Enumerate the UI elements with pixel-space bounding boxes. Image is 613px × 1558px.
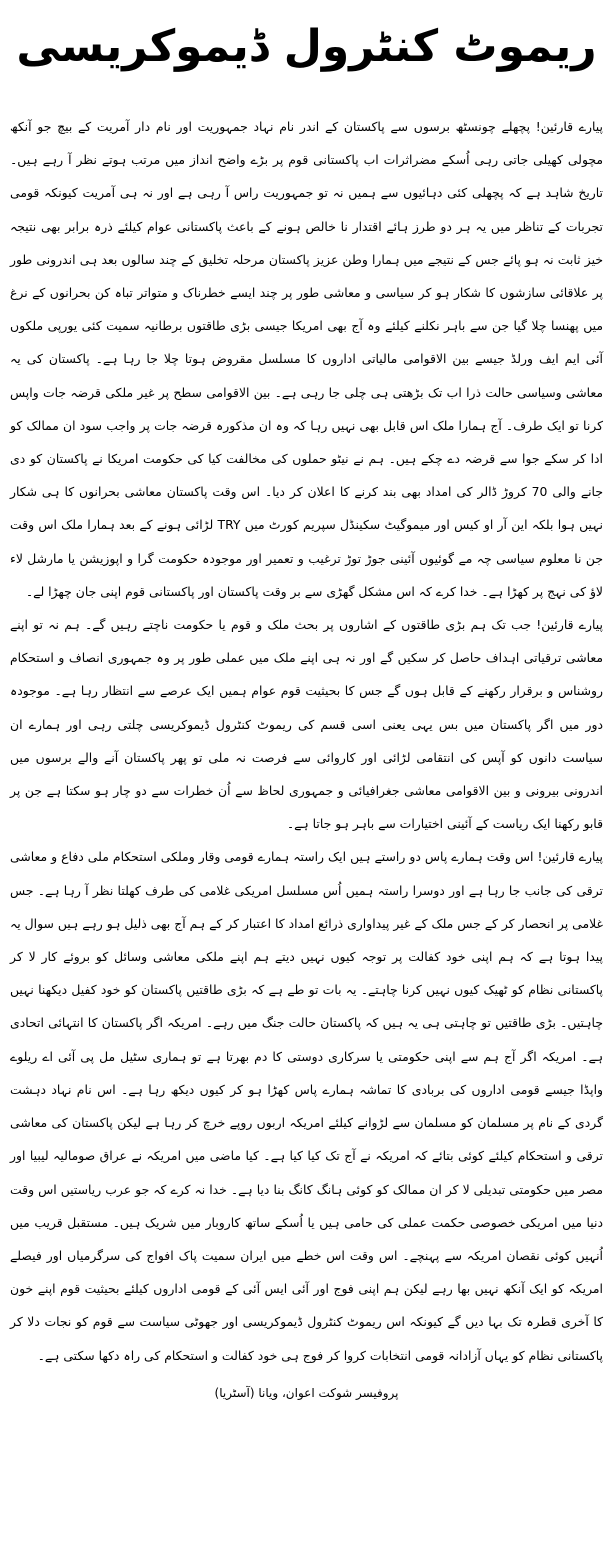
article-paragraph-2: پیارے قارئین! جب تک ہم بڑی طاقتوں کے اشاروں پر بحث ملک و قوم یا حکومت ناچتے رہیں گے۔ ہم نہ تو اپنے معاشی ترقیاتی اہداف حاصل کر سکیں گے اور نہ ہی اپنے ملک میں عملی طور پر وہ جمہوری انصاف و استحکام روشناس و برقرار رکھنے کے قابل ہوں گے جس کا بحیثیت قوم عوام ہمیں ایک عرصے سے انتظار رہا ہے۔ موجودہ دور میں اگر پاکستان میں بس یہی یعنی اسی قسم کی ریموٹ کنٹرول ڈیموکریسی چلتی رہی اور ہمارے ان سیاست دانوں کو آپس کی انتقامی لڑائی اور کاروائی سے فرصت نہ ملی تو پھر پاکستان آنے والے برسوں میں اندرونی بیرونی و بین الاقوامی معاشی جغرافیائی و جمہوری لحاظ سے اُن خطرات سے دو چار ہو سکتا ہے جن پر قابو رکھنا ایک ریاست کے آئینی اختیارات سے باہر ہو جاتا ہے۔ (10, 617, 603, 832)
article-headline: ریموٹ کنٹرول ڈیموکریسی (16, 21, 597, 72)
article-paragraph-1: پیارے قارئین! پچھلے چونسٹھ برسوں سے پاکستان کے اندر نام نہاد جمہوریت اور نام دار آمریت کے بیچ جو آنکھ مچولی کھیلی جاتی رہی اُسکے مضراثرات اب پاکستانی قوم پر بڑے واضح انداز میں مرتب ہوتے نظر آ رہے ہیں۔ تاریخ شاہد ہے کہ پچھلی کئی دہائیوں سے ہمیں نہ تو جمہوریت راس آ رہی ہے اور نہ ہی آمریت کیونکہ قومی تجربات کے تناظر میں یہ ہر دو طرز ہائے اقتدار نا خالص ہونے کے باعث پاکستانی عوام کیلئے ذرہ برابر بھی نتیجہ خیز ثابت نہ ہو پائے جس کے نتیجے میں ہمارا وطن عزیز پاکستان مرحلہ تخلیق کے چند سالوں بعد ہی اندرونی طور پر علاقائی سازشوں کا شکار ہو کر سیاسی و معاشی طور پر چند ایسے خطرناک و متواتر تباہ کن بحرانوں کے نرغ میں پھنسا چلا گیا جن سے باہر نکلنے کیلئے وہ آج بھی امریکا جیسی بڑی طاقتوں برطانیہ سمیت کئی یورپی ملکوں آئی ایم ایف ورلڈ جیسے بین الاقوامی مالیاتی اداروں کا مسلسل مقروض ہوتا چلا جا رہا ہے۔ پاکستان کی یہ معاشی وسیاسی حالت ذرا اب تک بڑھتی ہی چلی جا رہی ہے۔ بین الاقوامی سطح پر غیر ملکی قرضہ جات واپس کرنا تو ایک طرف۔ آج ہمارا ملک اس قابل بھی نہیں رہا کہ وہ ان مذکورہ قرضہ جات پر واجب سود ان ممالک کو ادا کر سکے جوا سے قرضہ دے چکے ہیں۔ ہم نے نیٹو حملوں کی مخالفت کیا کی حکومت امریکا نے پاکستان کو دی جانے والی 70 کروڑ ڈالر کی امداد بھی بند کرنے کا اعلان کر دیا۔ اس وقت پاکستان معاشی بحرانوں کا ہی شکار نہیں ہوا بلکہ این آر او کیس اور میموگیٹ سکینڈل سپریم کورٹ میں TRY لڑائی ہونے کے بعد ہمارا ملک اس وقت جن نا معلوم سیاسی چہ مے گوئیوں آئینی جوڑ توڑ ترغیب و تعمیر اور موجودہ حکومت گرا و اپوزیشن یا مارشل لاء لاؤ کی نہج پر کھڑا ہے۔ خدا کرے کہ اس مشکل گھڑی سے بر وقت پاکستان اور پاکستانی قوم اپنی جان چھڑا لے۔ (10, 119, 603, 599)
article-paragraph-3: پیارے قارئین! اس وقت ہمارے پاس دو راستے ہیں ایک راستہ ہمارے قومی وقار وملکی استحکام ملی دفاع و معاشی ترقی کی جانب جا رہا ہے اور دوسرا راستہ ہمیں اُس مسلسل امریکی غلامی کی طرف کھلتا نظر آ رہا ہے۔ جس غلامی پر انحصار کر کے جس ملک کے غیر پیداواری ذرائع امداد کا اعتبار کر کے ہم آج بھی ذلیل ہو رہے ہیں سوال یہ پیدا ہوتا ہے کہ ہم اپنی خود کفالت پر توجہ کیوں نہیں دیتے ہم اپنے ملکی معاشی وسائل کو بروئے کار لا کر پاکستانی نظام کو ٹھیک کیوں نہیں کرنا چاہتے۔ یہ بات تو طے ہے کہ بڑی طاقتیں پاکستان کو خود کفیل دیکھنا نہیں چاہتیں۔ بڑی طاقتیں تو چاہتی ہی یہ ہیں کہ پاکستان حالت جنگ میں رہے۔ امریکہ اگر پاکستان کا انتہائی اتحادی ہے۔ امریکہ اگر آج ہم سے اپنی حکومتی یا سرکاری دوستی کا دم بھرتا ہے تو ہماری سٹیل مل پی آئی اے ریلوے واپڈا جیسے قومی اداروں کی بربادی کا تماشہ ہمارے پاس کھڑا ہو کر کیوں دیکھ رہا ہے۔ اس نام نہاد دہشت گردی کے نام پر مسلمان کو مسلمان سے لڑوانے کیلئے امریکہ اربوں روپے خرچ کر رہا ہے لیکن پاکستان کی معاشی ترقی و استحکام کیلئے کوئی بتائے کہ امریکہ نے آج تک کیا کیا ہے۔ کیا ماضی میں امریکہ نے عراق صومالیہ لیبیا اور مصر میں حکومتی تبدیلی لا کر ان ممالک کو کوئی ہانگ کانگ بنا دیا ہے۔ خدا نہ کرے کہ جو عرب ریاستیں اس وقت دنیا میں امریکی خصوصی حکمت عملی کی حامی ہیں یا اُسکے ساتھ کاروبار میں شریک ہیں۔ مستقبل قریب میں اُنہیں کوئی نقصان امریکہ سے پہنچے۔ اس وقت اس خطے میں ایران سمیت پاک افواج کی سرگرمیاں اور فیصلے امریکہ کو ایک آنکھ نہیں بھا رہے لیکن ہم اپنی فوج اور آئی ایس آئی کے قومی اداروں کیلئے بحیثیت قوم اپنے خون کا آخری قطرہ تک بہا دیں گے کیونکہ اس ریموٹ کنٹرول ڈیموکریسی اور جھوٹی سیاست سے قوم کو نجات دلا کر پاکستانی نظام کو یہاں آزادانہ قومی انتخابات کروا کر فوج ہی خود کفالت و استحکام کی راہ دکھا سکتی ہے۔ (10, 849, 603, 1363)
article-body (8, 110, 605, 1372)
author-byline: پروفیسر شوکت اعوان، ویانا (آسٹریا) (214, 1385, 399, 1400)
